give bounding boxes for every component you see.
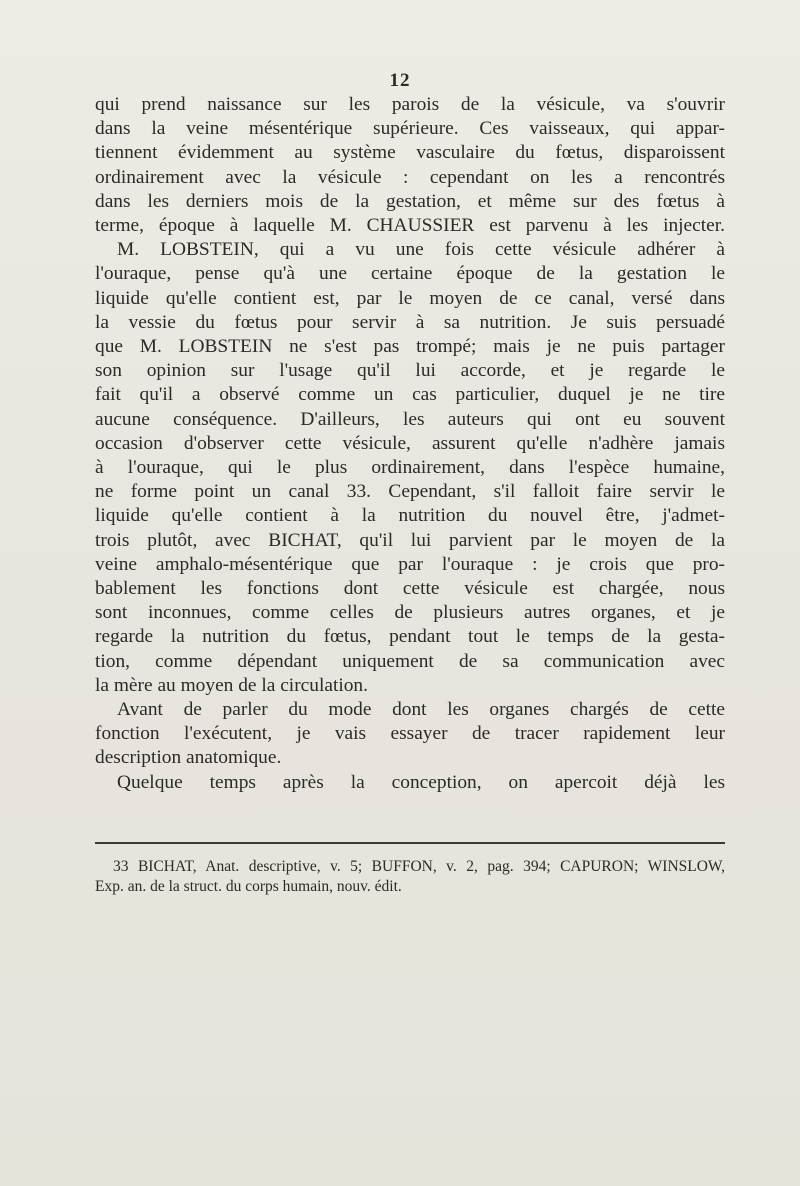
text-line: tion, comme dépendant uniquement de sa communication avec	[95, 650, 725, 672]
text-line: la vessie du fœtus pour servir à sa nutrition. Je suis persuadé	[95, 311, 725, 333]
footnote-rule	[95, 842, 725, 844]
text-line: veine amphalo-mésentérique que par l'ouraque : je crois que pro-	[95, 553, 725, 575]
text-line: bablement les fonctions dont cette vésicule est chargée, nous	[95, 578, 725, 600]
text-line: terme, époque à laquelle M. CHAUSSIER est parvenu à les injecter.	[95, 215, 725, 237]
paragraph	[95, 93, 725, 238]
footnote-line: Exp. an. de la struct. du corps humain, nouv. édit.	[95, 878, 402, 895]
text-line: l'ouraque, pense qu'à une certaine époque de la gestation le	[95, 263, 725, 285]
text-line: liquide qu'elle contient est, par le moyen de ce canal, versé dans	[95, 287, 725, 309]
body-text	[95, 93, 725, 795]
text-line: que M. LOBSTEIN ne s'est pas trompé; mais je ne puis partager	[95, 336, 725, 358]
text-line: description anatomique.	[95, 747, 282, 769]
paragraph	[95, 238, 725, 698]
text-line: tiennent évidemment au système vasculaire du fœtus, disparoissent	[95, 142, 725, 164]
text-line: ne forme point un canal 33. Cependant, s'il falloit faire servir le	[95, 481, 725, 503]
text-line: regarde la nutrition du fœtus, pendant tout le temps de la gesta-	[95, 626, 725, 648]
text-line: ordinairement avec la vésicule : cependant on les a rencontrés	[95, 166, 725, 188]
text-line: aucune conséquence. D'ailleurs, les auteurs qui ont eu souvent	[95, 408, 725, 430]
text-line: la mère au moyen de la circulation.	[95, 674, 368, 696]
text-line: M. LOBSTEIN, qui a vu une fois cette vésicule adhérer à	[117, 239, 725, 261]
page-number: 12	[389, 70, 411, 91]
text-line: fait qu'il a observé comme un cas particulier, duquel je ne tire	[95, 384, 725, 406]
text-line: occasion d'observer cette vésicule, assurent qu'elle n'adhère jamais	[95, 432, 725, 454]
text-line: sont inconnues, comme celles de plusieurs autres organes, et je	[95, 602, 725, 624]
text-line: liquide qu'elle contient à la nutrition du nouvel être, j'admet-	[95, 505, 725, 527]
text-line: trois plutôt, avec BICHAT, qu'il lui parvient par le moyen de la	[95, 529, 725, 551]
text-line: qui prend naissance sur les parois de la vésicule, va s'ouvrir	[95, 94, 725, 115]
text-line: à l'ouraque, qui le plus ordinairement, dans l'espèce humaine,	[95, 457, 725, 479]
footnote	[95, 857, 725, 897]
footnote-line: 33 BICHAT, Anat. descriptive, v. 5; BUFFON, v. 2, pag. 394; CAPURON; WINSLOW,	[113, 858, 725, 875]
text-line: Avant de parler du mode dont les organes chargés de cette	[117, 699, 725, 721]
text-line: son opinion sur l'usage qu'il lui accorde, et je regarde le	[95, 360, 725, 382]
paragraph	[95, 771, 725, 795]
paragraph	[95, 698, 725, 771]
text-line: dans la veine mésentérique supérieure. Ces vaisseaux, qui appar-	[95, 118, 725, 140]
text-line: dans les derniers mois de la gestation, et même sur des fœtus à	[95, 190, 725, 212]
text-line: fonction l'exécutent, je vais essayer de tracer rapidement leur	[95, 723, 725, 745]
text-line: Quelque temps après la conception, on apercoit déjà les	[117, 771, 725, 793]
